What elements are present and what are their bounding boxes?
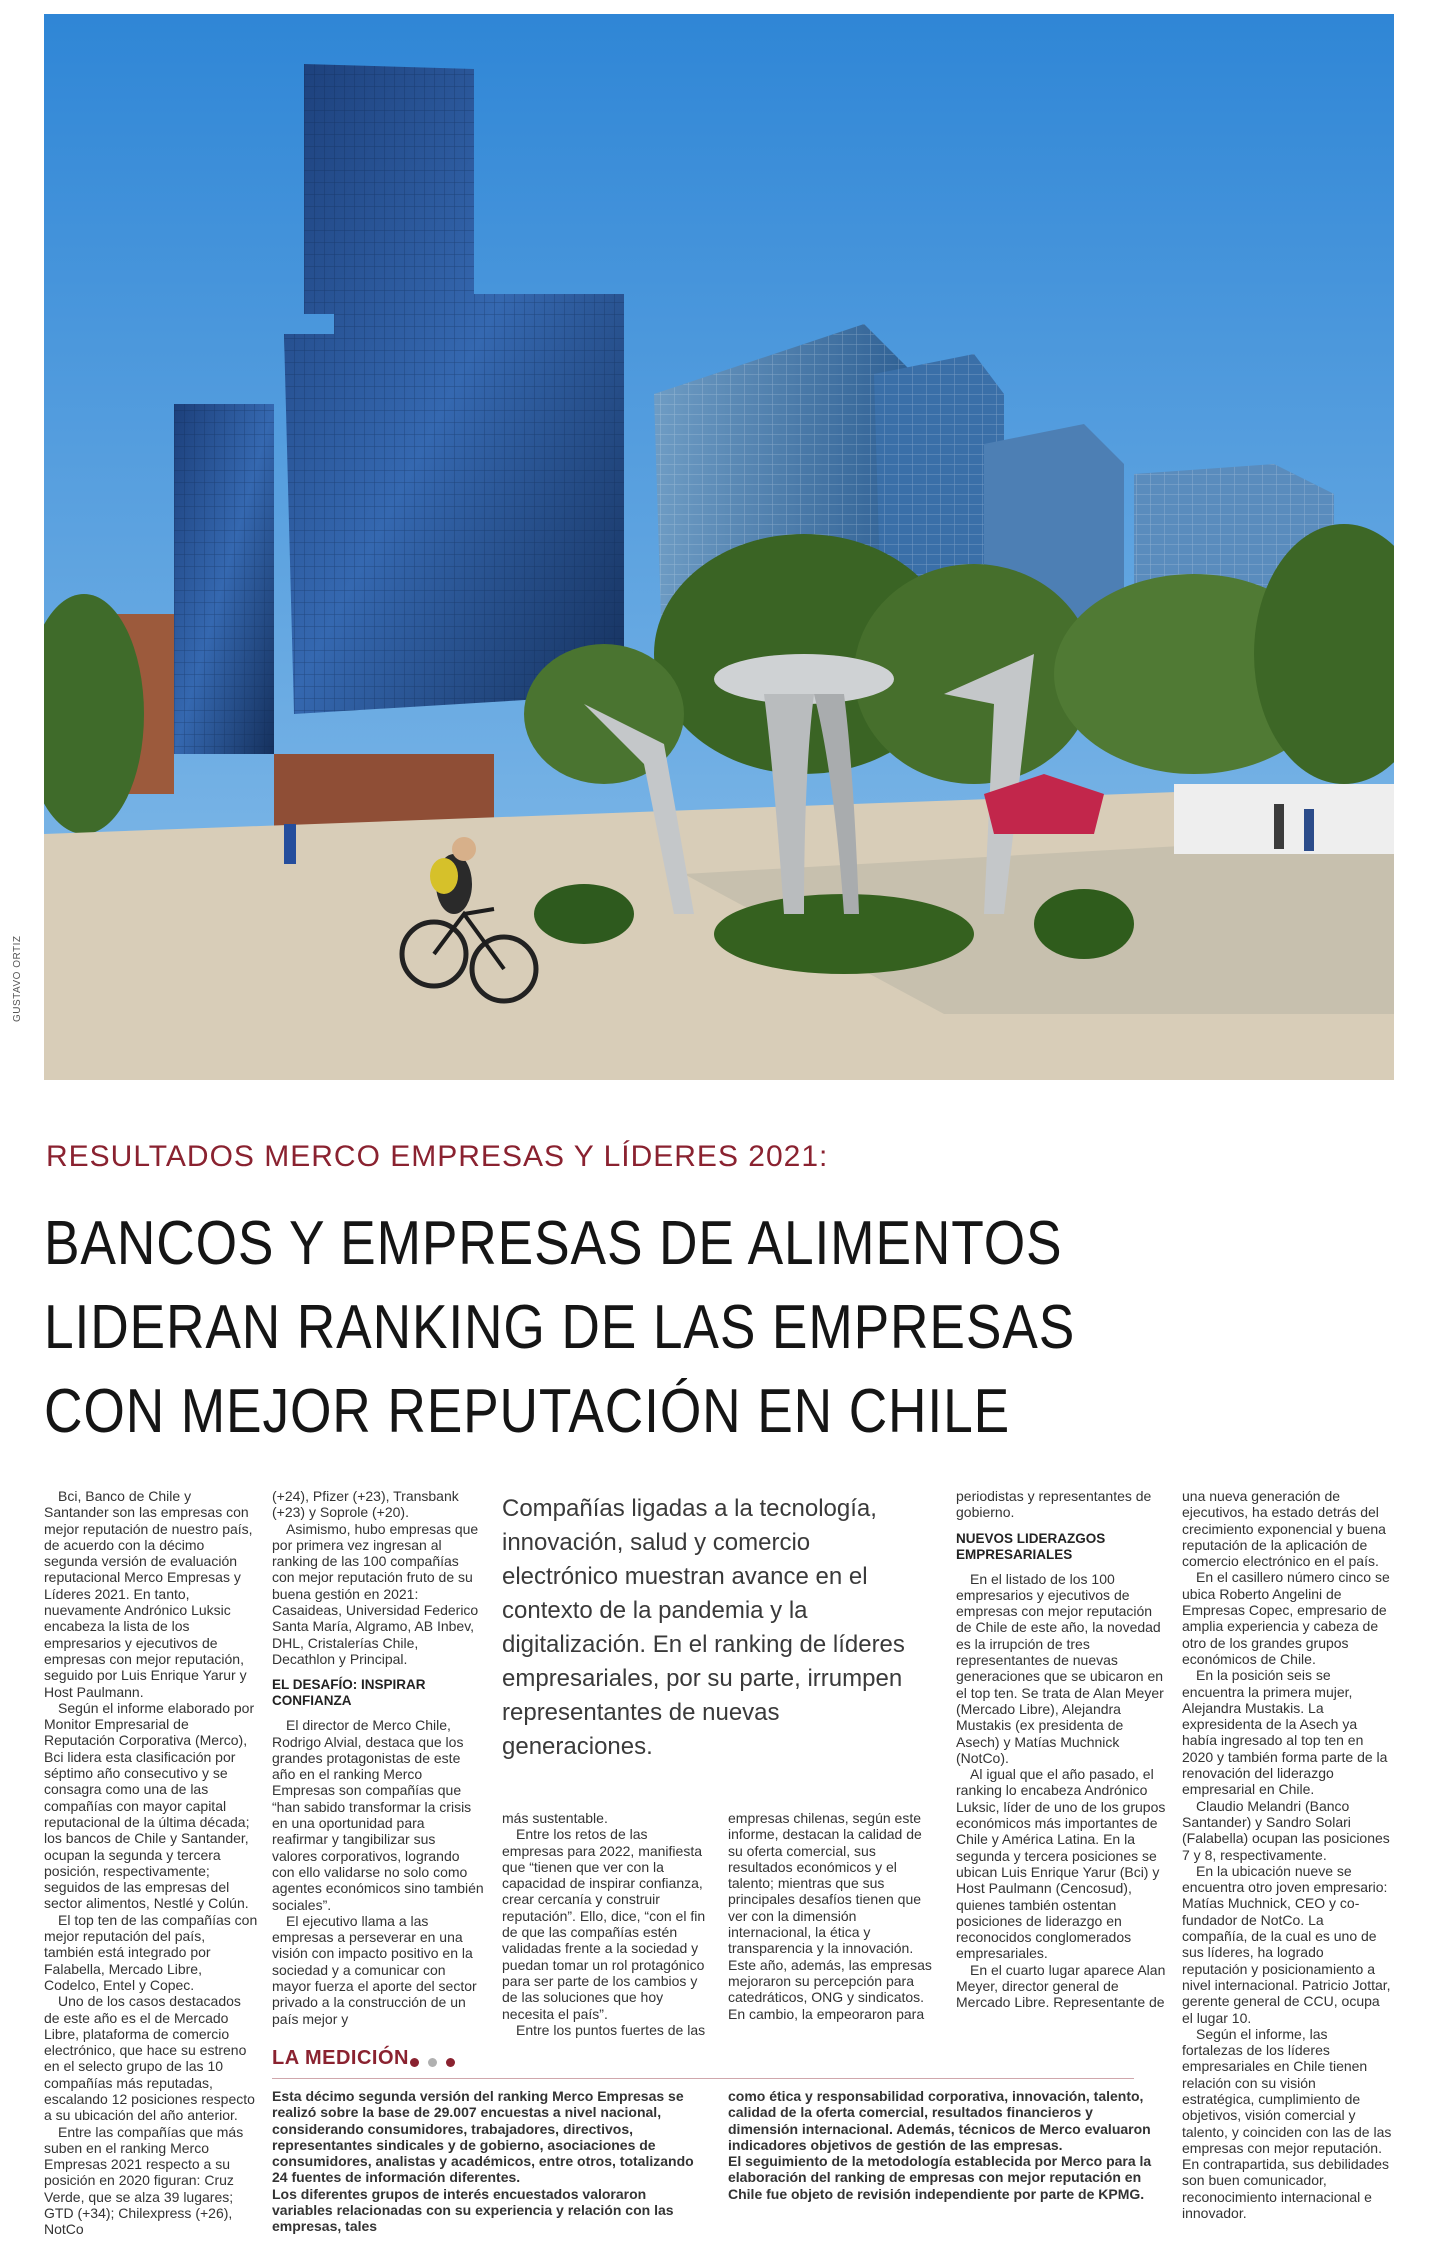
subheading-el-desafio: EL DESAFÍO: INSPIRAR CONFIANZA <box>272 1677 426 1709</box>
column-5 <box>956 1488 1166 2011</box>
headline-line-3: CON MEJOR REPUTACIÓN EN CHILE <box>44 1377 1011 1446</box>
subheading-nuevos-liderazgos: NUEVOS LIDERAZGOS EMPRESARIALES <box>956 1530 1106 1562</box>
box-paragraph: Los diferentes grupos de interés encuestados valoraron variables relacionadas con su experiencia y relación con las empresas, tales <box>272 2185 674 2235</box>
paragraph: Según el informe, las fortalezas de los líderes empresariales en Chile tienen relación con su visión estratégica, cumplimiento de objetivos, visión comercial y talento, y coinciden con las de las empresas con mejor reputación. En contrapartida, sus debilidades son buen comunicador, reconocimiento internacional e innovador. <box>1182 2025 1392 2222</box>
dot-icon <box>446 2058 455 2067</box>
column-6 <box>1182 1488 1392 2221</box>
photo-credit: GUSTAVO ORTIZ <box>12 935 23 1022</box>
kicker: RESULTADOS MERCO EMPRESAS Y LÍDERES 2021: <box>46 1140 829 1173</box>
paragraph: En el listado de los 100 empresarios y ejecutivos de empresas con mejor reputación de Chile de este año, la novedad es la irrupción de tres representantes de nuevas generaciones que se ubicaron en el top ten. Se trata de Alan Meyer (Mercado Libre), Alejandra Mustakis (ex presidenta de Asech) y Matías Muchnick (NotCo). <box>956 1570 1164 1766</box>
city-scene-illustration <box>44 14 1394 1080</box>
paragraph: empresas chilenas, según este informe, destacan la calidad de su oferta comercial, sus resultados económicos y el talento; mientras que sus principales desafíos tienen que ver con la dimensión internacional, la ética y transparencia y la innovación. Este año, además, las empresas mejoraron su percepción para catedráticos, ONG y sindicatos. En cambio, la empeoraron para <box>728 1810 932 2022</box>
column-2 <box>272 1488 484 2027</box>
box-dots <box>410 2054 464 2072</box>
paragraph: El ejecutivo llama a las empresas a perseverar en una visión con impacto positivo en la sociedad y a comunicar con mayor fuerza el aporte del sector privado a la construcción de un país mejor y <box>272 1912 477 2027</box>
column-1 <box>44 1488 258 2238</box>
paragraph: Entre las compañías que más suben en el ranking Merco Empresas 2021 respecto a su posición en 2020 figuran: Cruz Verde, que se alza 39 lugares; GTD (+34); Chilexpress (+26), NotCo <box>44 2123 244 2238</box>
box-paragraph: El seguimiento de la metodología establecida por Merco para la elaboración del ranking de empresas con mejor reputación en Chile fue objeto de revisión independiente por parte de KPMG. <box>728 2153 1152 2202</box>
paragraph: una nueva generación de ejecutivos, ha estado detrás del crecimiento exponencial y buena reputación de la aplicación de comercio electrónico en el país. <box>1182 1488 1386 1570</box>
paragraph: más sustentable. <box>502 1810 608 1826</box>
paragraph: El top ten de las compañías con mejor reputación del país, también está integrado por Falabella, Mercado Libre, Codelco, Entel y Copec. <box>44 1911 258 1993</box>
box-divider <box>272 2078 1134 2079</box>
paragraph: Claudio Melandri (Banco Santander) y Sandro Solari (Falabella) ocupan las posiciones 7 y 8, respectivamente. <box>1182 1797 1390 1863</box>
column-4 <box>728 1810 936 2022</box>
box-text-right <box>728 2088 1158 2202</box>
paragraph: Bci, Banco de Chile y Santander son las empresas con mejor reputación de nuestro país, de acuerdo con la décimo segunda versión de evaluación reputacional Merco Empresas y Líderes 2021. En tanto, nuevamente Andrónico Luksic encabeza la lista de los empresarios y ejecutivos de empresas con mejor reputación, seguido por Luis Enrique Yarur y Host Paulmann. <box>44 1488 253 1700</box>
paragraph: En el cuarto lugar aparece Alan Meyer, director general de Mercado Libre. Representante de <box>956 1961 1166 2011</box>
paragraph: En la posición seis se encuentra la primera mujer, Alejandra Mustakis. La expresidenta de la Asech ya había ingresado al top ten en 2020 y también forma parte de la renovación del liderazgo empresarial en Chile. <box>1182 1667 1388 1798</box>
paragraph: En el casillero número cinco se ubica Roberto Angelini de Empresas Copec, empresario de amplia experiencia y cabeza de otro de los grandes grupos económicos de Chile. <box>1182 1569 1390 1667</box>
pull-quote: Compañías ligadas a la tecnología, innovación, salud y comercio electrónico muestran avance en el contexto de la pandemia y la digitalización. En el ranking de líderes empresariales, por su parte, irrumpen representantes de nuevas generaciones. <box>502 1495 905 1760</box>
paragraph: El director de Merco Chile, Rodrigo Alvial, destaca que los grandes protagonistas de este año en el ranking Merco Empresas son compañías que “han sabido transformar la crisis en una oportunidad para reafirmar y tangibilizar sus valores corporativos, logrando con ello validarse no solo como agentes económicos sino también sociales”. <box>272 1717 484 1913</box>
paragraph: Uno de los casos destacados de este año es el de Mercado Libre, plataforma de comercio electrónico, que hace su estreno en el selecto grupo de las 10 compañías más reputadas, escalando 12 posiciones respecto a su ubicación del año anterior. <box>44 1993 255 2124</box>
paragraph: Asimismo, hubo empresas que por primera vez ingresan al ranking de las 100 compañías con mejor reputación fruto de su buena gestión en 2021: Casaideas, Universidad Federico Santa María, Algramo, AB Inbev, DHL, Cristalerías Chile, Decathlon y Principal. <box>272 1520 479 1667</box>
box-title: LA MEDICIÓN <box>272 2047 409 2069</box>
box-text-left <box>272 2088 704 2235</box>
paragraph: (+24), Pfizer (+23), Transbank (+23) y Soprole (+20). <box>272 1488 459 1521</box>
headline-line-1: BANCOS Y EMPRESAS DE ALIMENTOS <box>44 1209 1063 1278</box>
paragraph: En la ubicación nueve se encuentra otro joven empresario: Matías Muchnick, CEO y co-fundador de NotCo. La compañía, de la cual es uno de sus líderes, ha logrado reputación y posicionamiento a nivel internacional. Patricio Jottar, gerente general de CCU, ocupa el lugar 10. <box>1182 1862 1391 2026</box>
paragraph: Según el informe elaborado por Monitor Empresarial de Reputación Corporativa (Merco), Bci lidera esta clasificación por séptimo año consecutivo y se consagra como una de las compañías con mayor capital reputacional de la última década; los bancos de Chile y Santander, ocupan la segunda y tercera posición, respectivamente; seguidos de las empresas del sector alimentos, Nestlé y Colún. <box>44 1699 255 1912</box>
paragraph: Entre los puntos fuertes de las <box>516 2021 706 2038</box>
hero-photo <box>44 14 1394 1080</box>
column-3 <box>502 1810 710 2038</box>
box-paragraph: como ética y responsabilidad corporativa, innovación, talento, calidad de la oferta comercial, resultados financieros y dimensión internacional. Además, técnicos de Merco evaluaron indicadores objetivos de gestión de las empresas. <box>728 2088 1151 2153</box>
paragraph: periodistas y representantes de gobierno. <box>956 1488 1152 1521</box>
dot-icon <box>428 2058 437 2067</box>
headline-line-2: LIDERAN RANKING DE LAS EMPRESAS <box>44 1293 1076 1362</box>
paragraph: Al igual que el año pasado, el ranking lo encabeza Andrónico Luksic, líder de uno de los grupos económicos más importantes de Chile y América Latina. En la segunda y tercera posiciones se ubican Luis Enrique Yarur (Bci) y Host Paulmann (Cencosud), quienes también ostentan posiciones de liderazgo en reconocidos conglomerados empresariales. <box>956 1766 1166 1962</box>
headline <box>44 1202 1384 1454</box>
box-paragraph: Esta décimo segunda versión del ranking Merco Empresas se realizó sobre la base de 29.007 encuestas a nivel nacional, considerando consumidores, trabajadores, directivos, representantes sindicales y de gobierno, asociaciones de consumidores, analistas y académicos, entre otros, totalizando 24 fuentes de información diferentes. <box>272 2088 694 2186</box>
paragraph: Entre los retos de las empresas para 2022, manifiesta que “tienen que ver con la capacidad de inspirar confianza, crear cercanía y construir reputación”. Ello, dice, “con el fin de que las compañías estén validadas frente a la sociedad y puedan tomar un rol protagónico para ser parte de los cambios y de las soluciones que hoy necesita el país”. <box>502 1826 706 2022</box>
dot-icon <box>410 2058 419 2067</box>
